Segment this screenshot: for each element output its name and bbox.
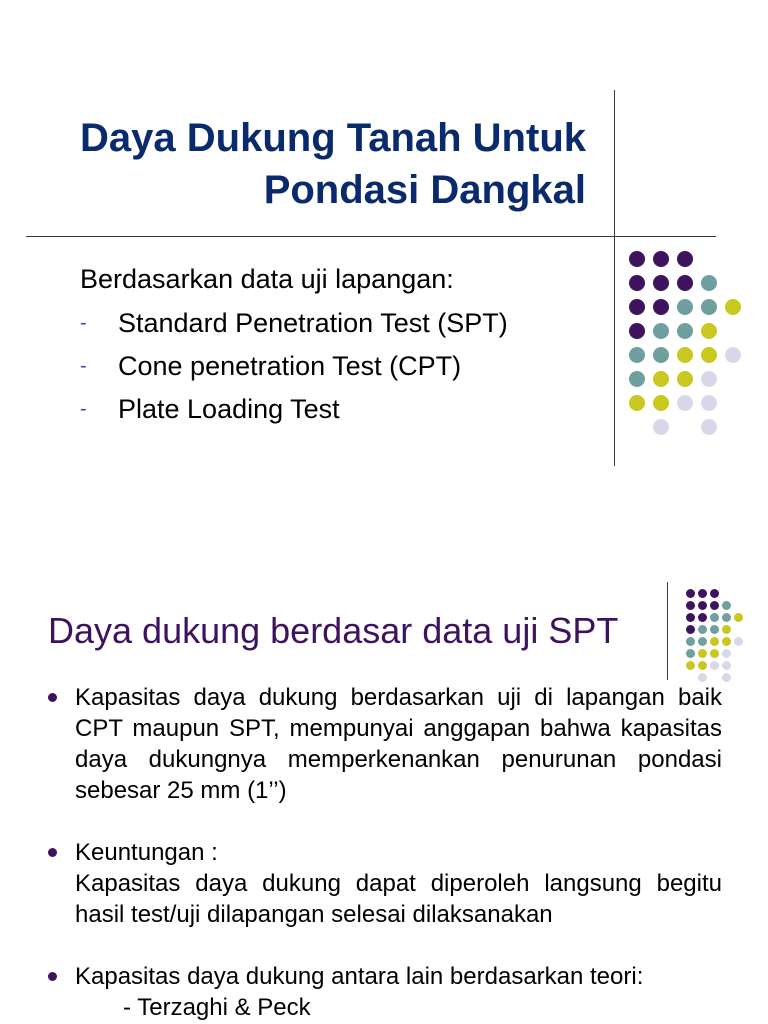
decorative-dot <box>722 673 731 682</box>
dash-bullet: - <box>80 312 87 334</box>
list-item-text: Plate Loading Test <box>118 394 340 424</box>
intro-text: Berdasarkan data uji lapangan: <box>80 264 454 294</box>
decorative-dot <box>710 649 719 658</box>
bullet-dot-icon <box>48 848 57 857</box>
bullet-text: Kapasitas daya dukung dapat diperoleh langsung begitu hasil test/uji dilapangan selesai dilaksanakan <box>75 870 722 928</box>
decorative-dot <box>722 649 731 658</box>
decorative-dot <box>722 625 731 634</box>
slide-1-body <box>80 259 508 431</box>
list-item <box>80 302 508 345</box>
decorative-dot <box>701 275 717 291</box>
list-item <box>80 345 508 388</box>
decorative-dot <box>710 601 719 610</box>
slide-2-body <box>48 682 722 1023</box>
decorative-dot <box>653 347 669 363</box>
decorative-dot <box>698 673 707 682</box>
bullet-item <box>48 961 722 1023</box>
decorative-dot <box>653 275 669 291</box>
decorative-dot <box>698 589 707 598</box>
bullet-text: Kapasitas daya dukung antara lain berdasarkan teori: <box>75 963 644 990</box>
decorative-dot <box>686 589 695 598</box>
decorative-dot <box>698 661 707 670</box>
decorative-dot <box>653 371 669 387</box>
decorative-dot <box>686 625 695 634</box>
decorative-dot <box>677 251 693 267</box>
decorative-dot <box>710 625 719 634</box>
slide-2-title: Daya dukung berdasar data uji SPT <box>48 610 619 651</box>
decorative-dot <box>629 275 645 291</box>
decorative-dot <box>653 395 669 411</box>
decorative-dot <box>701 395 717 411</box>
decorative-dot <box>725 299 741 315</box>
list-item-text: Standard Penetration Test (SPT) <box>118 308 508 338</box>
bullet-text: Kapasitas daya dukung berdasarkan uji di lapangan baik CPT maupun SPT, mempunyai anggapan bahwa kapasitas daya dukungnya memperkenankan penurunan pondasi sebesar 25 mm (1’’) <box>75 684 722 804</box>
decorative-dot <box>686 613 695 622</box>
decorative-dot <box>653 251 669 267</box>
decorative-dot <box>722 601 731 610</box>
bullet-dot-icon <box>48 972 57 981</box>
decorative-dot <box>698 637 707 646</box>
vertical-divider <box>667 582 668 680</box>
bullet-item <box>48 837 722 930</box>
decorative-dot <box>686 649 695 658</box>
decorative-dot <box>722 661 731 670</box>
list-item-text: Cone penetration Test (CPT) <box>118 351 462 381</box>
decorative-dot <box>722 637 731 646</box>
decorative-dot <box>701 371 717 387</box>
decorative-dot <box>677 395 693 411</box>
list-item <box>80 388 508 431</box>
decorative-dot <box>698 649 707 658</box>
decorative-dot <box>653 419 669 435</box>
sub-item-text: - Terzaghi & Peck <box>123 994 311 1021</box>
decorative-dot <box>701 419 717 435</box>
decorative-dot <box>629 347 645 363</box>
decorative-dot <box>686 661 695 670</box>
decorative-dot <box>701 299 717 315</box>
bullet-item <box>48 682 722 806</box>
slide-2 <box>0 512 768 1024</box>
decorative-dot <box>710 661 719 670</box>
decorative-dot <box>677 275 693 291</box>
decorative-dot <box>629 299 645 315</box>
decorative-dot <box>653 323 669 339</box>
decorative-dot <box>734 613 743 622</box>
bullet-heading: Keuntungan : <box>75 839 218 866</box>
decorative-dot <box>686 601 695 610</box>
dash-bullet: - <box>80 398 87 420</box>
vertical-divider <box>614 90 615 466</box>
decorative-dot <box>710 637 719 646</box>
decorative-dot <box>629 251 645 267</box>
decorative-dot <box>698 613 707 622</box>
decorative-dot <box>698 601 707 610</box>
decorative-dot <box>686 637 695 646</box>
decorative-dot <box>701 347 717 363</box>
decorative-dot <box>677 299 693 315</box>
decorative-dot <box>698 625 707 634</box>
decorative-dot <box>734 637 743 646</box>
decorative-dot <box>725 347 741 363</box>
decorative-dot <box>653 299 669 315</box>
decorative-dot <box>629 323 645 339</box>
title-line-1: Daya Dukung Tanah Untuk <box>80 116 586 160</box>
bullet-dot-icon <box>48 693 57 702</box>
decorative-dot <box>677 371 693 387</box>
decorative-dot <box>710 589 719 598</box>
decorative-dot <box>701 323 717 339</box>
test-list <box>80 302 508 431</box>
slide-1-title <box>80 112 586 216</box>
decorative-dot <box>629 395 645 411</box>
decorative-dot <box>710 613 719 622</box>
decorative-dot <box>677 323 693 339</box>
decorative-dot <box>629 371 645 387</box>
decorative-dot <box>677 347 693 363</box>
dash-bullet: - <box>80 355 87 377</box>
decorative-dot <box>722 613 731 622</box>
title-line-2: Pondasi Dangkal <box>263 168 586 212</box>
horizontal-divider <box>26 236 716 237</box>
